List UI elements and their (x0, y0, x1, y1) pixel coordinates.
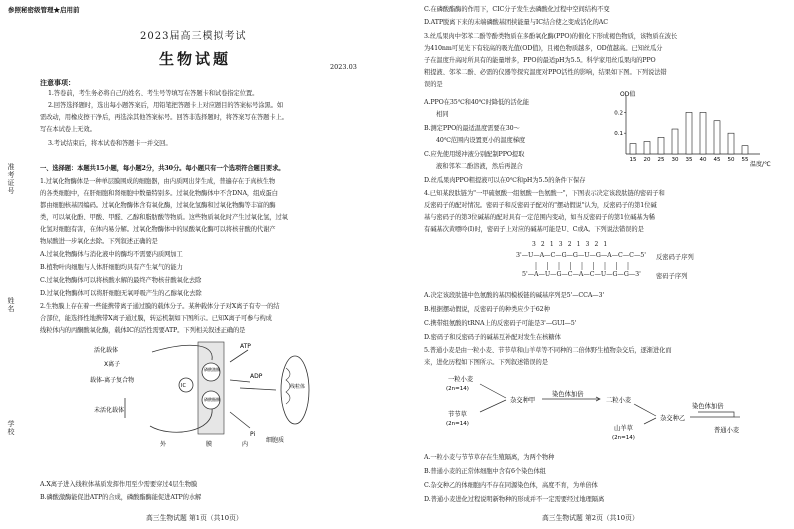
question-2-option-a: A.X离子进入线粒体基质发挥作用至少需要穿过4层生物膜 (40, 481, 198, 488)
side-label-exam-number: 准考证号 (7, 163, 15, 195)
question-5-option-b: B.普通小麦的正常体细胞中含有6个染色体组 (424, 468, 546, 475)
chart-x-tick: 25 (657, 157, 665, 163)
anticodon-label: 反密码子序列 (656, 254, 694, 261)
cross-lines-a (480, 384, 506, 412)
exam-title: 2023届高三模拟考试 (140, 31, 247, 42)
label-ic: IC (181, 383, 186, 389)
question-5-option-d: D.普通小麦进化过程说明新物种的形成并不一定需要经过地理隔离 (424, 496, 605, 503)
question-3-line: 子在温度升高时所具有的能量增多，PPO的最适pH为5.5。科学家用丝瓜果肉的PPO (424, 57, 656, 64)
question-3-option-d: D.丝瓜果肉PPO粗提液可以在0℃和pH为5.5的条件下保存 (424, 177, 586, 184)
wheat-evolution-diagram (434, 372, 774, 448)
note-line: 写在本试卷上无效。 (40, 126, 96, 133)
pi-arrow (230, 412, 250, 428)
chart-y-ticks (614, 110, 626, 137)
label-mitochondrion: 线粒体 (290, 384, 306, 390)
question-5-line: 5.普通小麦是由一粒小麦、节节草和山羊草等不同种的二倍体野生植物杂交后，逐渐进化而 (424, 347, 672, 354)
chart-x-tick: 40 (699, 157, 707, 163)
question-3-option-b: B.测定PPO的最适温度需要在30～ (424, 125, 520, 132)
label-adp: ADP (250, 373, 263, 380)
question-1-line: 化氢对细胞有害，在体内易分解。过氧化物酶体中的尿酸氧化酶可以将核苷酸的代谢产 (40, 226, 276, 233)
label-phosphatase: 磷酸酯酶 (204, 397, 220, 402)
question-3-option-c-cont: 液和邻苯二酚溶液，然后再混合 (436, 163, 523, 170)
label-inactive-carrier: 未活化载体 (94, 407, 125, 414)
chart-x-tick: 45 (713, 157, 721, 163)
strand-position-numbers: 3 2 1 3 2 1 3 2 1 (532, 241, 609, 248)
question-1-line: 类，可以氧化酚、甲酸、甲醛、乙醇和脂肪酸等物质。这些物质氧化时产生过氧化氢，过氧 (40, 214, 288, 221)
label-x-ion: X离子 (104, 361, 121, 368)
label-pi: Pi (250, 431, 256, 438)
chart-bar (658, 137, 664, 154)
question-4-option-c: C.携带组氨酸的tRNA上的反密码子可能是3'—GUI—5' (424, 320, 577, 327)
question-1-option-b: B.植物叶肉细胞与人体肝细胞均具有产生氧气的能力 (40, 264, 183, 271)
chart-bar (686, 112, 692, 154)
carrier-transport-diagram (90, 338, 310, 450)
cross-lines-b (634, 404, 656, 424)
question-4-option-d: D.密码子和反密码子的碱基互补配对发生在核糖体 (424, 334, 561, 341)
question-2-option-c: C.在磷酸酯酶的作用下，CIC分子发生去磷酸化过程中空间结构不变 (424, 6, 610, 13)
label-activated-carrier: 活化载体 (94, 347, 119, 354)
label-aegilops-n: (2n=14) (446, 421, 469, 427)
section-heading: 一、选择题：本题共15小题，每小题2分，共30分。每小题只有一个选项符合题目要求。 (40, 165, 285, 172)
codon-strand: 5'—A—U—G—C—A—C—U—G—G—3' (522, 271, 641, 278)
adp-arrow (230, 380, 250, 382)
question-1-option-d: D.过氧化物酶体可以将肝细胞无氧呼吸产生的乙醇氧化去除 (40, 290, 202, 297)
question-5-option-a: A.一粒小麦与节节草存在生殖隔离，为两个物种 (424, 454, 555, 461)
chart-x-tick: 50 (727, 157, 735, 163)
page-footer: 高三生物试题 第1页（共10页） (146, 514, 243, 522)
chart-bar (742, 146, 748, 154)
question-3-option-a: A.PPO在35℃和40℃时降低的活化能 (424, 99, 529, 106)
chart-bar (700, 112, 706, 154)
question-4-line: 4.已知某段肽链为"一甲硫氨酸一组氨酸一色氨酸一"，下图表示决定该段肽链的密码子和 (424, 190, 665, 197)
od-bar-chart (600, 88, 786, 172)
chart-y-tick: 0.2 (614, 110, 623, 117)
exam-date: 2023.03 (330, 63, 357, 71)
membrane-band (198, 342, 224, 434)
chart-x-ticks (630, 157, 749, 163)
kinase-circle (202, 363, 220, 381)
label-einkorn-n: (2n=14) (446, 386, 469, 392)
label-inside: 内 (242, 441, 249, 448)
chart-x-tick: 55 (741, 157, 749, 163)
label-emmer: 二粒小麦 (606, 397, 632, 404)
question-1-line: 1.过氧化物酶体是一种单层膜围成的细胞器，由内质网出芽生成，普遍存在于真核生物 (40, 178, 276, 185)
side-label-name: 姓名 (7, 297, 15, 313)
label-common-wheat: 普通小麦 (714, 427, 740, 434)
chart-x-tick: 15 (629, 157, 637, 163)
question-3-option-c: C.应先使用缓冲液分别配制PPO提取 (424, 151, 525, 158)
base-pair-lines (532, 261, 642, 271)
note-line: 2.回答选择题时，选出每小题答案后，用铅笔把答题卡上对应题目的答案标号涂黑。如 (48, 102, 284, 109)
label-doubling-1: 染色体加倍 (552, 391, 584, 398)
label-goatgrass: 山羊草 (614, 425, 633, 432)
question-3-line: 误的是 (424, 81, 443, 88)
side-label-school: 学校 (7, 420, 15, 436)
mitochondrion-shape (281, 356, 309, 424)
x-ion-arrow (240, 388, 276, 390)
chart-xlabel: 温度/℃ (750, 161, 771, 168)
note-line: 需改动，用橡皮擦干净后，再选涂其他答案标号。回答非选择题时，将答案写在答题卡上。 (40, 114, 288, 121)
question-5-option-c: C.杂交种乙的体细胞内不存在同源染色体，高度不育，为单倍体 (424, 482, 598, 489)
note-line: 3.考试结束后，将本试卷和答题卡一并交回。 (48, 140, 172, 147)
label-goatgrass-n: (2n=14) (612, 435, 635, 441)
question-3-line: 3.丝瓜果肉中邻苯二酚等酚类物质在多酚氧化酶(PPO)的催化下形成褐色物质，该物质在波长 (424, 33, 678, 40)
notes-title: 注意事项： (40, 78, 75, 87)
question-1-line: 都由细胞核基因编码。过氧化物酶体含有氧化酶，过氧化氢酶和过氧化物酶等丰富的酶 (40, 202, 276, 209)
label-doubling-2: 染色体加倍 (692, 403, 724, 410)
question-3-option-b-cont: 40℃范围内设置更小的温度梯度 (436, 137, 526, 144)
label-aegilops: 节节草 (448, 411, 467, 418)
label-outside: 外 (160, 441, 167, 448)
confidential-tag: 参照秘密级管理★启用前 (8, 6, 80, 14)
question-3-option-a-cont: 相同 (436, 111, 449, 118)
chart-x-tick: 35 (685, 157, 693, 163)
label-kinase: 磷酸激酶 (204, 367, 220, 372)
question-1-line: 物尿酸进一步氧化去除。下列叙述正确的是 (40, 238, 158, 245)
chart-x-tick: 30 (671, 157, 679, 163)
arrow-doubling-2 (690, 412, 734, 417)
question-2-option-d: D.ATP脱离下来的末端磷酸基团挟能量与IC结合使之变成活化的AC (424, 19, 608, 26)
question-3-line: 为410nm可见光下有较高的吸光值(OD值)，且褐色物质越多，OD值越高。已知丝瓜分 (424, 45, 663, 52)
chart-x-tick: 20 (643, 157, 651, 163)
chart-bar (714, 121, 720, 154)
codon-label: 密码子序列 (656, 273, 688, 280)
chart-bar (644, 142, 650, 154)
label-cytosol: 细胞质 (266, 437, 285, 444)
label-atp: ATP (240, 343, 251, 350)
question-2-line: 合部位，能选择性地携带X离子通过膜，转运机制如下图所示。已知X离子可参与构成 (40, 315, 272, 322)
question-4-line: 有碱基次黄嘌呤(I)时，密码子上对应的碱基可能是U、C或A。下列说法错误的是 (424, 226, 644, 233)
chart-bar (728, 133, 734, 154)
page-footer: 高三生物试题 第2页（共10页） (542, 514, 639, 522)
question-1-line: 的各类细胞中，在肝细胞和肾细胞中数量特别多。过氧化物酶体中不含DNA，组成蛋白 (40, 190, 278, 197)
chart-ylabel: OD值 (620, 91, 636, 98)
chart-bars (630, 112, 748, 154)
question-2-option-b: B.磷酸激酶能促进ATP的合成，磷酸酯酶能促进ATP的水解 (40, 494, 202, 501)
question-2-line: 线粒体内的丙酮酸氧化酶，载体IC的活性需要ATP。下列相关叙述正确的是 (40, 327, 246, 334)
label-hybrid-a: 杂交种甲 (510, 397, 536, 404)
question-1-option-a: A.过氧化物酶体与消化液中的酶均不需要内质网加工 (40, 251, 183, 258)
question-5-line: 来，进化历程如下图所示。下列叙述错误的是 (424, 359, 548, 366)
label-einkorn: 一粒小麦 (448, 376, 474, 383)
question-4-option-b: B.根据摆动假说，反密码子的种类应少于62种 (424, 306, 550, 313)
label-carrier-complex: 载体-离子复合物 (90, 377, 135, 384)
question-4-line: 反密码子的配对情况。密码子和反密码子配对的"摆动假说"认为，反密码子的第1位碱 (424, 202, 657, 209)
anticodon-strand: 3'—U—A—C—G—G—U—G—A—C—C—5' (516, 252, 646, 259)
note-line: 1.答卷前，考生务必将自己的姓名、考生号等填写在答题卡和试卷指定位置。 (48, 90, 259, 97)
chart-y-tick: 0.1 (614, 131, 623, 138)
question-4-option-a: A.决定该段肽链中色氨酸的基因模板链的碱基序列是5'—CCA—3' (424, 292, 605, 299)
atp-arrow (230, 350, 248, 362)
label-hybrid-b: 杂交种乙 (660, 415, 686, 422)
chart-bar (672, 129, 678, 154)
question-3-line: 粗提液、邻苯二酚、必需的仪器等探究温度对PPO活性的影响，结果如下图。下列说法错 (424, 69, 667, 76)
subject-title: 生物试题 (159, 50, 232, 68)
label-membrane: 膜 (206, 441, 213, 448)
question-2-line: 2.生物膜上存在着一些能携带离子通过膜的载体分子。某种载体分子对X离子有专一的结 (40, 303, 280, 310)
chart-bar (630, 144, 636, 154)
question-1-option-c: C.过氧化物酶体可以将核酸水解的最终产物核苷酸氧化去除 (40, 277, 202, 284)
question-4-line: 基与密码子的第3位碱基的配对具有一定范围内变动，如当反密码子的第1位碱基为稀 (424, 214, 655, 221)
right-page (404, 0, 794, 529)
